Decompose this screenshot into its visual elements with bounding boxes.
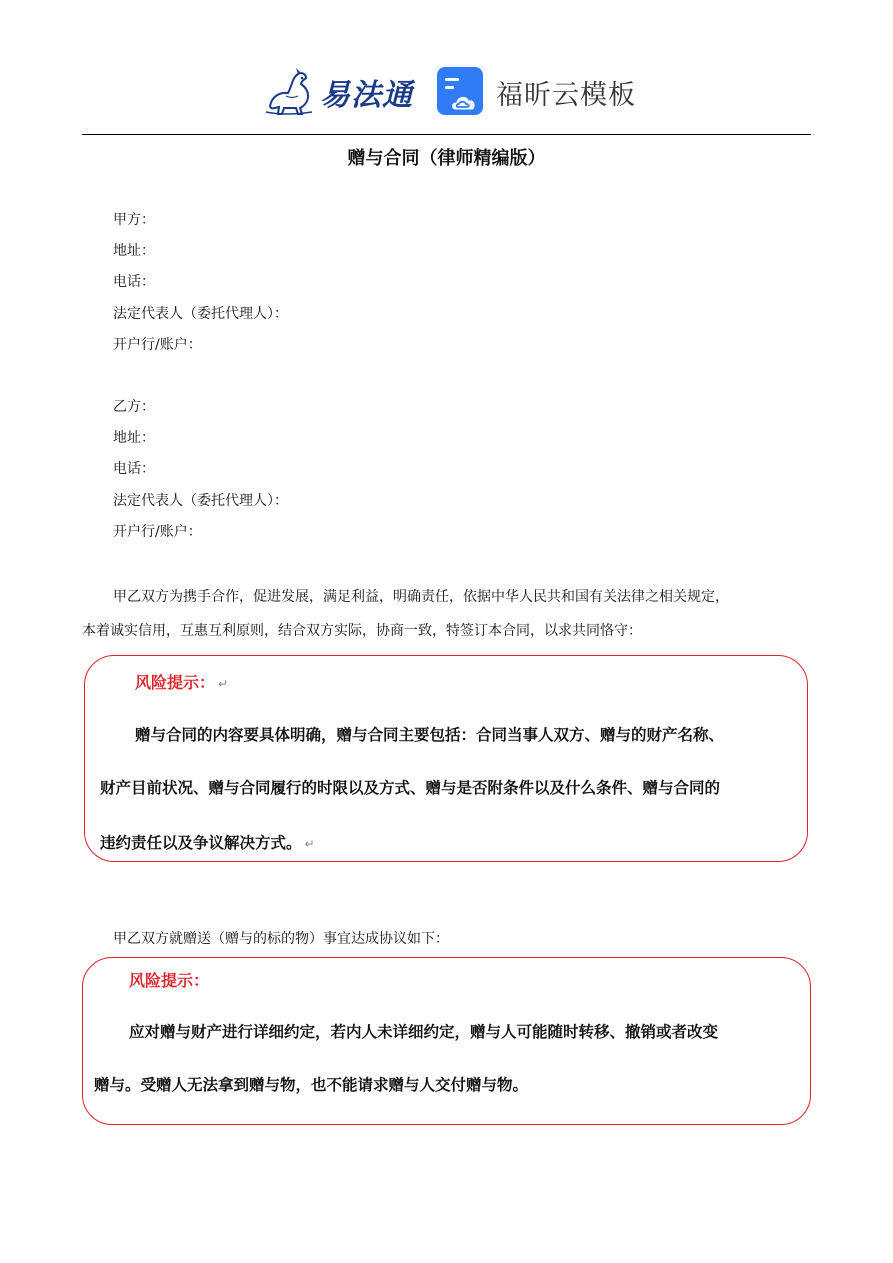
risk-notice-box-2: [82, 957, 811, 1125]
return-mark-icon: ↵: [218, 677, 229, 691]
document-title: 赠与合同（律师精编版）: [347, 148, 546, 169]
cloud-document-icon: [436, 66, 486, 118]
header-logos: [0, 58, 893, 128]
agreement-line: 甲乙双方就赠送（赠与的标的物）事宜达成协议如下：: [113, 931, 449, 947]
fuxin-logo: [436, 64, 636, 120]
party-a-address: 地址：: [113, 243, 155, 259]
party-b-address: 地址：: [113, 430, 155, 446]
return-mark-icon: ↵: [304, 837, 315, 851]
intro-line-2: 本着诚实信用，互惠互利原则，结合双方实际，协商一致，特签订本合同，以求共同恪守：: [82, 623, 642, 639]
risk-notice-label: 风险提示： ↵: [135, 673, 229, 692]
horse-logo-icon: [262, 66, 318, 118]
party-b-label: 乙方：: [113, 399, 155, 415]
party-a-representative: 法定代表人（委托代理人）：: [113, 306, 288, 322]
party-b-phone: 电话：: [113, 461, 155, 477]
intro-line-1: 甲乙双方为携手合作，促进发展，满足利益，明确责任，依据中华人民共和国有关法律之相关规定，: [113, 589, 729, 605]
party-b-representative: 法定代表人（委托代理人）：: [113, 493, 288, 509]
yifatong-logo: [262, 62, 413, 122]
logo1-text: 易法通: [320, 78, 413, 113]
risk2-line-2: 赠与。受赠人无法拿到赠与物，也不能请求赠与人交付赠与物。: [94, 1076, 529, 1094]
party-b-bank: 开户行/账户：: [113, 524, 202, 540]
risk2-line-1: 应对赠与财产进行详细约定，若内人未详细约定，赠与人可能随时转移、撤销或者改变: [129, 1023, 719, 1041]
logo2-text: 福昕云模板: [496, 79, 636, 111]
risk1-line-2: 财产目前状况、赠与合同履行的时限以及方式、赠与是否附条件以及什么条件、赠与合同的: [100, 779, 721, 797]
header-divider: [82, 134, 811, 135]
party-a-label: 甲方：: [113, 212, 155, 228]
risk-notice-box-1: [84, 655, 808, 862]
risk-notice-label: 风险提示：: [129, 971, 210, 990]
risk1-line-3: 违约责任以及争议解决方式。 ↵: [100, 834, 315, 852]
risk1-line-1: 赠与合同的内容要具体明确，赠与合同主要包括：合同当事人双方、赠与的财产名称、: [135, 726, 725, 744]
party-a-bank: 开户行/账户：: [113, 337, 202, 353]
party-a-phone: 电话：: [113, 274, 155, 290]
